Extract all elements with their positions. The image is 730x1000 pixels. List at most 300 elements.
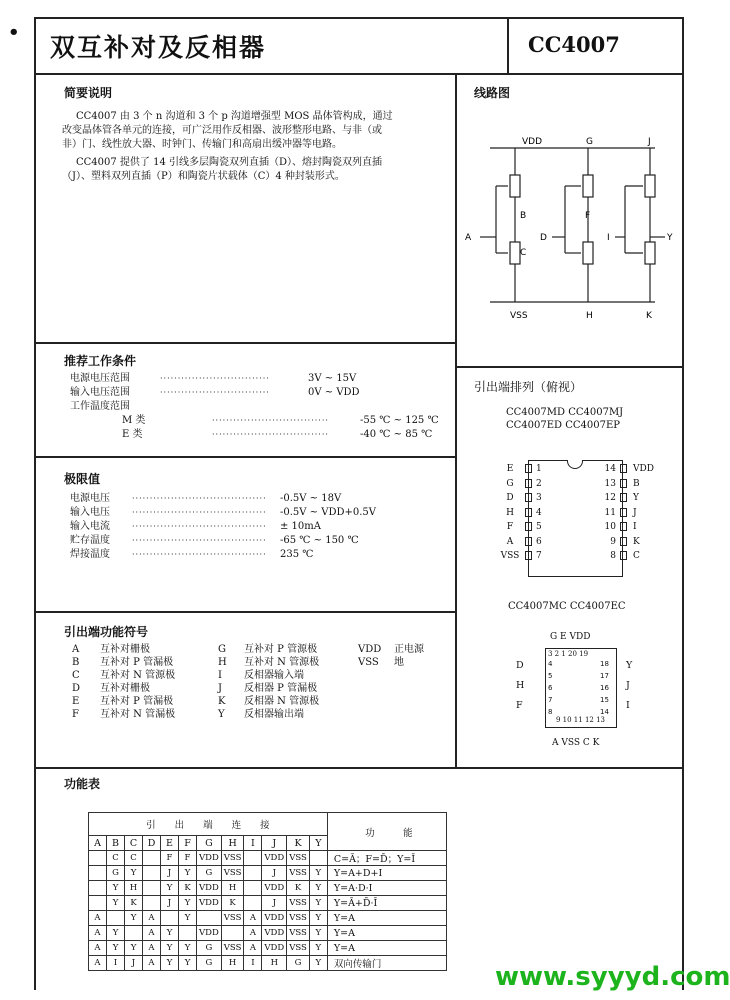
pin-symbol-key: D <box>72 683 81 694</box>
pin-letter: Y <box>309 836 327 851</box>
pin-letter: J <box>262 836 287 851</box>
dip-models: CC4007ED CC4007EP <box>506 420 621 431</box>
pin-symbol-key: VDD <box>358 644 382 655</box>
spec-label: M 类 <box>122 415 146 426</box>
label-y: Y <box>667 233 673 243</box>
table-cell: K <box>179 881 197 896</box>
dip-pin-num: 13 <box>604 478 616 489</box>
table-cell: Y <box>309 866 327 881</box>
dip-pin-box <box>620 479 627 488</box>
spec-dots: ······························· <box>160 388 270 397</box>
dip-pin-box <box>620 508 627 517</box>
lcc-right-names <box>626 660 632 720</box>
table-cell <box>309 851 327 866</box>
dip-pin-name: VSS <box>500 551 520 561</box>
table-cell: K <box>287 881 310 896</box>
spec-value: 0V ~ VDD <box>308 387 360 398</box>
table-cell: A <box>89 911 107 926</box>
table-cell: Y <box>309 941 327 956</box>
table-cell: H <box>262 956 287 971</box>
dip-pin <box>495 537 542 552</box>
spec-value: -0.5V ~ 18V <box>280 493 342 504</box>
label-vdd: VDD <box>522 137 543 147</box>
table-row <box>89 881 447 896</box>
dip-pin-name: I <box>633 522 637 532</box>
label-i: I <box>607 233 610 243</box>
dip-pin-name: Y <box>633 493 639 503</box>
divider-right <box>455 366 683 368</box>
pin-symbol-desc: 互补对 P 管源极 <box>244 644 318 655</box>
dip-pin-name: G <box>506 478 514 489</box>
pin-symbol-key: VSS <box>358 657 379 668</box>
dip-pin-name: VDD <box>633 464 654 474</box>
pin-letter: B <box>107 836 125 851</box>
spec-row <box>70 534 440 548</box>
label-g: G <box>586 137 593 147</box>
table-cell: C <box>107 851 125 866</box>
table-cell: VSS <box>221 866 244 881</box>
spec-dots: ······································ <box>132 550 267 559</box>
table-cell <box>143 866 161 881</box>
table-row <box>89 941 447 956</box>
spec-value: 3V ~ 15V <box>308 373 357 384</box>
spec-row <box>70 400 440 414</box>
lcc-left-names <box>516 660 524 720</box>
dip-pin-num: 7 <box>536 551 542 561</box>
dip-pin <box>495 522 542 537</box>
table-cell: VDD <box>262 851 287 866</box>
lcc-right-num: 16 <box>600 684 609 692</box>
pin-symbols-heading: 引出端功能符号 <box>64 625 149 639</box>
function-cell: Y=Ā+D̄·Ī <box>327 896 446 911</box>
table-cell: VDD <box>197 881 222 896</box>
pin-symbol-row <box>72 643 175 656</box>
table-cell: Y <box>179 866 197 881</box>
table-cell: C <box>125 851 143 866</box>
table-cell: H <box>125 881 143 896</box>
frame-left <box>34 17 36 990</box>
spec-row <box>70 548 440 562</box>
function-cell: Y=A·D·I <box>327 881 446 896</box>
table-row <box>89 866 447 881</box>
table-cell <box>197 911 222 926</box>
table-cell: VDD <box>197 896 222 911</box>
table-cell <box>244 881 262 896</box>
table-cell <box>143 881 161 896</box>
function-cell: Y=A+D+I <box>327 866 446 881</box>
dip-pin-name: C <box>633 551 640 561</box>
function-table-heading: 功能表 <box>64 777 101 791</box>
column-split <box>455 73 457 768</box>
dip-pin-box <box>620 464 627 473</box>
pin-letter: E <box>161 836 179 851</box>
table-cell: VDD <box>262 941 287 956</box>
table-cell: A <box>244 926 262 941</box>
table-cell: I <box>244 956 262 971</box>
frame-top <box>34 17 684 19</box>
table-cell: A <box>244 911 262 926</box>
table-cell: J <box>161 896 179 911</box>
pin-symbol-desc: 反相器 P 管漏极 <box>244 683 318 694</box>
table-cell <box>89 866 107 881</box>
function-cell: Y=A <box>327 926 446 941</box>
table-cell: A <box>143 956 161 971</box>
recommended-list <box>70 372 440 442</box>
intro-line: CC4007 由 3 个 n 沟道和 3 个 p 沟道增强型 MOS 晶体管构成，通过 <box>76 111 393 122</box>
spec-value: 235 ℃ <box>280 549 314 560</box>
function-cell: Y=A <box>327 911 446 926</box>
lcc-left-nums <box>548 660 552 720</box>
dip-pin <box>600 508 654 523</box>
table-cell: Y <box>125 911 143 926</box>
dip-pin-name: B <box>633 478 640 489</box>
dip-pin <box>495 493 542 508</box>
page-title: 双互补对及反相器 <box>50 33 267 62</box>
table-cell <box>107 911 125 926</box>
pin-symbol-desc: 互补对 N 管源极 <box>244 657 320 668</box>
dip-pin-box <box>620 522 627 531</box>
dip-pin-num: 9 <box>610 536 616 547</box>
pin-symbol-row <box>218 669 319 682</box>
dip-pin-box <box>620 551 627 560</box>
pin-symbol-row <box>72 708 175 721</box>
lcc-left-num: 8 <box>548 708 553 716</box>
table-cell: VSS <box>287 911 310 926</box>
table-cell: A <box>244 941 262 956</box>
spec-value: -40 ℃ ~ 85 ℃ <box>360 429 433 440</box>
lcc-right-name: I <box>626 700 630 711</box>
spec-row <box>70 428 440 442</box>
dip-pin <box>495 464 542 479</box>
pin-symbol-desc: 反相器输入端 <box>244 670 304 681</box>
spec-row <box>70 386 440 400</box>
pin-letter: C <box>125 836 143 851</box>
table-cell: Y <box>161 926 179 941</box>
label-d: D <box>540 233 547 243</box>
intro-line: 改变晶体管各单元的连接，可广泛用作反相器、波形整形电路、与非（或 <box>62 125 382 136</box>
dip-pin-box <box>525 537 532 546</box>
table-row <box>89 956 447 971</box>
lcc-left-name: H <box>516 680 525 691</box>
lcc-right-num: 14 <box>600 708 609 716</box>
pin-letter: F <box>179 836 197 851</box>
table-cell: VSS <box>221 851 244 866</box>
table-cell: VDD <box>262 911 287 926</box>
dip-pin <box>495 508 542 523</box>
table-cell: VSS <box>287 866 310 881</box>
limits-heading: 极限值 <box>64 472 101 486</box>
table-cell: Y <box>107 926 125 941</box>
spec-dots: ······································ <box>132 494 267 503</box>
function-cell: C=Ā；F=D̄；Y=Ī <box>327 851 446 866</box>
pin-symbol-key: C <box>72 670 80 681</box>
table-cell: Y <box>179 941 197 956</box>
dip-models: CC4007MD CC4007MJ <box>506 407 624 418</box>
pin-symbol-row <box>72 656 175 669</box>
table-cell: VSS <box>287 941 310 956</box>
table-cell <box>143 851 161 866</box>
pin-symbol-key: F <box>72 709 79 720</box>
pin-symbol-row <box>72 695 175 708</box>
header-split <box>507 17 509 74</box>
dip-pin-num: 11 <box>604 507 616 518</box>
dip-pin-box <box>620 537 627 546</box>
table-cell: Y <box>161 941 179 956</box>
dip-pin <box>600 522 654 537</box>
divider-4 <box>34 767 684 769</box>
table-cell: Y <box>107 896 125 911</box>
pin-symbols-col1 <box>72 643 175 721</box>
lcc-right-num: 17 <box>600 672 609 680</box>
spec-dots: ······································ <box>132 522 267 531</box>
spec-row <box>70 372 440 386</box>
table-cell: H <box>221 881 244 896</box>
dip-pin-num: 4 <box>536 507 542 518</box>
table-cell: A <box>143 911 161 926</box>
pin-letter: I <box>244 836 262 851</box>
pin-symbol-row <box>218 643 319 656</box>
table-cell: I <box>107 956 125 971</box>
spec-label: 贮存温度 <box>70 535 110 546</box>
dip-pin-num: 2 <box>536 478 542 489</box>
lcc-left-num: 4 <box>548 660 553 668</box>
table-cell: H <box>221 956 244 971</box>
pin-symbol-desc: 互补对栅极 <box>100 644 150 655</box>
table-cell: G <box>197 866 222 881</box>
circuit-diagram <box>460 130 680 345</box>
pin-symbols-col2 <box>218 643 319 721</box>
pin-symbol-desc: 互补对 N 管源极 <box>100 670 176 681</box>
dip-pin-num: 5 <box>536 522 542 532</box>
table-cell: Y <box>309 926 327 941</box>
dip-pin-num: 6 <box>536 536 542 547</box>
pin-letter: G <box>197 836 222 851</box>
pin-symbol-desc: 互补对 N 管漏极 <box>100 709 176 720</box>
spec-label: 焊接温度 <box>70 549 110 560</box>
lcc-left-num: 6 <box>548 684 553 692</box>
dip-pin-box <box>525 551 532 560</box>
dip-pin-num: 8 <box>610 551 616 561</box>
intro-line: （J）、塑料双列直插（P）和陶瓷片状载体（C）4 种封装形式。 <box>62 171 345 182</box>
table-cell: Y <box>107 881 125 896</box>
intro-line: 非）门、线性放大器、时钟门、传输门和高扇出缓冲器等电路。 <box>62 139 342 150</box>
divider-2 <box>34 456 456 458</box>
table-cell: Y <box>125 941 143 956</box>
spec-label: 工作温度范围 <box>70 401 130 412</box>
dip-pin-name: E <box>506 464 514 474</box>
pin-symbol-desc: 互补对栅极 <box>100 683 150 694</box>
spec-label: 电源电压 <box>70 493 110 504</box>
table-cell: Y <box>161 881 179 896</box>
table-cell: VSS <box>221 941 244 956</box>
pin-symbol-key: K <box>218 696 226 707</box>
pin-symbol-key: E <box>72 696 80 707</box>
table-cell <box>89 896 107 911</box>
table-cell: Y <box>161 956 179 971</box>
table-cell: A <box>143 941 161 956</box>
table-cell <box>89 851 107 866</box>
spec-row <box>70 414 440 428</box>
spec-value: -55 ℃ ~ 125 ℃ <box>360 415 439 426</box>
table-cell: VDD <box>262 926 287 941</box>
table-cell: Y <box>179 911 197 926</box>
pin-symbol-key: B <box>72 657 80 668</box>
table-cell: A <box>143 926 161 941</box>
spec-label: 输入电压范围 <box>70 387 130 398</box>
spec-dots: ······································ <box>132 536 267 545</box>
dip-pin-box <box>525 522 532 531</box>
pin-symbol-desc: 正电源 <box>394 644 424 655</box>
recommended-heading: 推荐工作条件 <box>64 354 137 368</box>
label-a: A <box>465 233 472 243</box>
pin-symbol-row <box>72 682 175 695</box>
table-cell: G <box>287 956 310 971</box>
table-cell: F <box>179 851 197 866</box>
table-cell: Y <box>179 956 197 971</box>
label-b: B <box>520 211 527 221</box>
dip-pin-num: 1 <box>536 464 542 474</box>
header-bullet: • <box>8 22 20 43</box>
header-divider <box>34 73 684 75</box>
table-cell: VSS <box>287 926 310 941</box>
spec-label: 输入电流 <box>70 521 110 532</box>
table-cell: Y <box>309 881 327 896</box>
pin-symbol-row <box>358 656 424 669</box>
dip-pin <box>600 464 654 479</box>
table-cell: Y <box>179 896 197 911</box>
table-cell: VSS <box>221 911 244 926</box>
dip-pin <box>600 479 654 494</box>
table-cell: A <box>89 956 107 971</box>
pin-symbol-key: H <box>218 657 227 668</box>
pin-symbol-key: Y <box>218 709 225 720</box>
dip-pin <box>495 479 542 494</box>
dip-pin-box <box>525 479 532 488</box>
pin-symbol-row <box>218 656 319 669</box>
pin-letter: D <box>143 836 161 851</box>
dip-pin <box>600 551 654 566</box>
label-j: J <box>648 137 651 147</box>
pin-letter: A <box>89 836 107 851</box>
lcc-bottom-labels: A VSS C K <box>552 738 600 748</box>
table-cell: J <box>161 866 179 881</box>
table-cell: J <box>262 896 287 911</box>
pin-symbols-col3 <box>358 643 424 669</box>
lcc-right-num: 15 <box>600 696 609 704</box>
table-cell <box>244 866 262 881</box>
spec-dots: ······································ <box>132 508 267 517</box>
lcc-bottom-nums: 9 10 11 12 13 <box>556 716 605 724</box>
dip-pin-num: 12 <box>604 493 616 503</box>
pin-symbol-key: J <box>218 683 223 694</box>
spec-row <box>70 492 440 506</box>
circuit-heading: 线路图 <box>474 86 511 100</box>
pin-symbol-row <box>72 669 175 682</box>
table-cell: VDD <box>197 851 222 866</box>
table-cell <box>244 896 262 911</box>
spec-label: 输入电压 <box>70 507 110 518</box>
dip-pin-name: J <box>633 507 637 518</box>
spec-dots: ······························· <box>160 374 270 383</box>
pin-symbol-row <box>218 695 319 708</box>
table-cell: VDD <box>197 926 222 941</box>
intro-heading: 简要说明 <box>64 86 113 100</box>
dip-pin-box <box>620 493 627 502</box>
table-cell: G <box>197 956 222 971</box>
spec-dots: ································· <box>212 430 329 439</box>
table-row <box>89 851 447 866</box>
dip-pin-name: D <box>506 493 514 503</box>
dip-pin-num: 3 <box>536 493 542 503</box>
lcc-top-nums: 3 2 1 20 19 <box>548 650 589 658</box>
dip-left-pins <box>495 464 542 566</box>
lcc-right-num: 18 <box>600 660 609 668</box>
dip-pin <box>495 551 542 566</box>
table-cell <box>125 926 143 941</box>
pin-symbol-row <box>218 682 319 695</box>
table-row <box>89 926 447 941</box>
dip-pin-box <box>525 508 532 517</box>
dip-notch <box>567 460 583 469</box>
dip-pin-num: 14 <box>604 464 616 474</box>
intro-line: CC4007 提供了 14 引线多层陶瓷双列直插（D）、熔封陶瓷双列直插 <box>76 157 383 168</box>
label-f: F <box>585 211 591 221</box>
table-row <box>89 896 447 911</box>
dip-pin-name: H <box>506 507 514 518</box>
pin-symbol-row <box>218 708 319 721</box>
label-c: C <box>520 248 527 258</box>
limits-list <box>70 492 440 562</box>
function-table <box>88 812 447 971</box>
lcc-left-num: 5 <box>548 672 553 680</box>
table-cell: Y <box>107 941 125 956</box>
dip-pin-box <box>525 464 532 473</box>
part-number: CC4007 <box>528 32 620 57</box>
pin-symbol-key: A <box>72 644 80 655</box>
function-table-header <box>89 813 447 836</box>
pinout-heading: 引出端排列（俯视） <box>474 380 583 394</box>
table-row <box>89 911 447 926</box>
table-cell: VSS <box>287 896 310 911</box>
table-cell <box>143 896 161 911</box>
lcc-right-nums <box>600 660 609 720</box>
divider-1 <box>34 342 456 344</box>
spec-row <box>70 506 440 520</box>
spec-value: -0.5V ~ VDD+0.5V <box>280 507 377 518</box>
table-cell: A <box>89 926 107 941</box>
dip-pin-name: F <box>506 522 514 532</box>
spec-label: E 类 <box>122 429 143 440</box>
table-cell: VDD <box>262 881 287 896</box>
table-cell <box>221 926 244 941</box>
lcc-top-labels: G E VDD <box>550 632 591 642</box>
spec-row <box>70 520 440 534</box>
table-cell: Y <box>125 866 143 881</box>
pin-symbol-desc: 互补对 P 管漏极 <box>100 696 174 707</box>
dip-pin <box>600 493 654 508</box>
spec-label: 电源电压范围 <box>70 373 130 384</box>
function-cell: Y=A <box>327 941 446 956</box>
label-vss: VSS <box>510 311 528 321</box>
pin-symbol-key: G <box>218 644 226 655</box>
dip-right-pins <box>600 464 654 566</box>
divider-3 <box>34 611 456 613</box>
pin-symbol-desc: 反相器 N 管源极 <box>244 696 320 707</box>
function-table-pins-header: 引 出 端 连 接 <box>89 813 328 836</box>
lcc-left-name: D <box>516 660 524 671</box>
table-cell: Y <box>309 956 327 971</box>
function-cell: 双向传输门 <box>327 956 446 971</box>
